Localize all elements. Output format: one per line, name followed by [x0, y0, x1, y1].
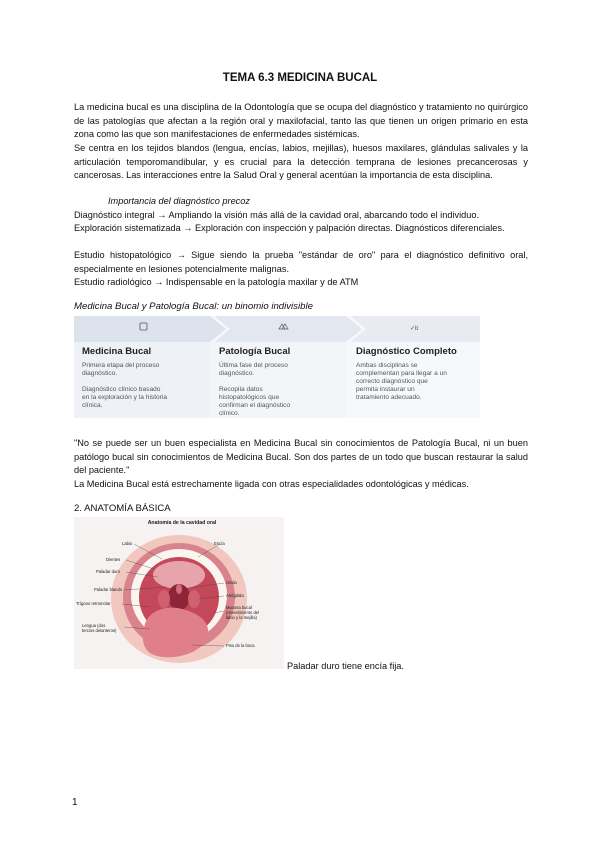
label-encia: Encía: [214, 541, 225, 546]
step-text: Última fase del proceso diagnóstico. Recopila datos histopatológicos que confirman el diagnóstico clínico.: [219, 362, 291, 417]
step-text: Primera etapa del proceso diagnóstico. Diagnóstico clínico basado en la exploración y la historia clínica.: [82, 362, 168, 409]
early-diagnosis-item: Diagnóstico integral → Ampliando la visión más allá de la cavidad oral, abarcando todo el individuo.: [74, 210, 479, 220]
diagram-step-arrow: [74, 316, 226, 342]
label-trigono: Trígono retromolar: [76, 601, 111, 606]
step-title: Diagnóstico Completo: [356, 346, 457, 357]
label-dientes: Dientes: [106, 557, 121, 562]
label-paladar-blando: Paladar blando: [94, 587, 123, 592]
early-diagnosis-item: Estudio radiológico → Indispensable en la patología maxilar y de ATM: [74, 277, 359, 287]
related-specialties-text: La Medicina Bucal está estrechamente ligada con otras especialidades odontológicas y médicas.: [74, 479, 469, 489]
label-paladar-duro: Paladar duro: [96, 569, 120, 574]
uvula: [176, 584, 182, 594]
intro-paragraph-2: Se centra en los tejidos blandos (lengua, encías, labios, mejillas), huesos maxilares, glándulas salivales y la articulación temporomandibular, y es crucial para la detección temprana de lesiones precancerosas y cancerosas. Las interacciones entre la Salud Oral y general acentúan la importancia de esta disciplina.: [74, 143, 528, 181]
binomio-diagram: [74, 316, 480, 418]
page-title: TEMA 6.3 MEDICINA BUCAL: [222, 72, 378, 84]
binomio-heading: Medicina Bucal y Patología Bucal: un binomio indivisible: [74, 301, 313, 312]
tonsil: [158, 590, 170, 608]
figure-title: Anatomía de la cavidad oral: [147, 520, 217, 526]
intro-paragraph-1: La medicina bucal es una disciplina de la Odontología que se ocupa del diagnóstico y tratamiento no quirúrgico de las patologías que afectan a la región oral y maxilofacial, tanto las que tienen un origen primario en esta zona como las que son manifestaciones de enfermedades sistémicas.: [74, 102, 528, 140]
early-diagnosis-item: Exploración sistematizada → Exploración con inspección y palpación directas. Diagnósticos diferenciales.: [74, 223, 505, 233]
label-lengua: Lengua (dos tercios delanteros): [82, 623, 117, 633]
figure-caption: Paladar duro tiene encía fija.: [287, 661, 404, 671]
page-number: 1: [72, 797, 78, 808]
step-title: Medicina Bucal: [82, 346, 152, 357]
early-diagnosis-item: Estudio histopatológico → Sigue siendo la prueba "estándar de oro" para el diagnóstico definitivo oral, especialmente en lesiones potencialmente malignas.: [74, 250, 528, 274]
oral-cavity-anatomy-figure: [74, 517, 284, 669]
section-heading: 2. ANATOMÍA BÁSICA: [74, 503, 171, 514]
early-diagnosis-heading: Importancia del diagnóstico precoz: [108, 196, 250, 206]
quote-paragraph: "No se puede ser un buen especialista en Medicina Bucal sin conocimientos de Patología Bucal, ni un buen patólogo bucal sin conocimientos de Medicina Bucal. Son dos partes de un todo que buscan restaurar la salud del paciente.": [74, 438, 528, 476]
step-text: Ambas disciplinas se complementan para llegar a un correcto diagnóstico que permita instaurar un tratamiento adecuado.: [356, 362, 447, 401]
label-mucosa: Mucosa bucal (revestimiento del labio y la mejilla): [226, 605, 260, 620]
label-uvula: Úvula: [226, 580, 237, 585]
label-piso-boca: Piso de la boca: [226, 643, 255, 648]
check-icon: ✓b: [410, 326, 419, 332]
label-labio: Labio: [122, 541, 133, 546]
step-title: Patología Bucal: [219, 346, 291, 357]
label-amigdala: Amígdala: [226, 593, 244, 598]
